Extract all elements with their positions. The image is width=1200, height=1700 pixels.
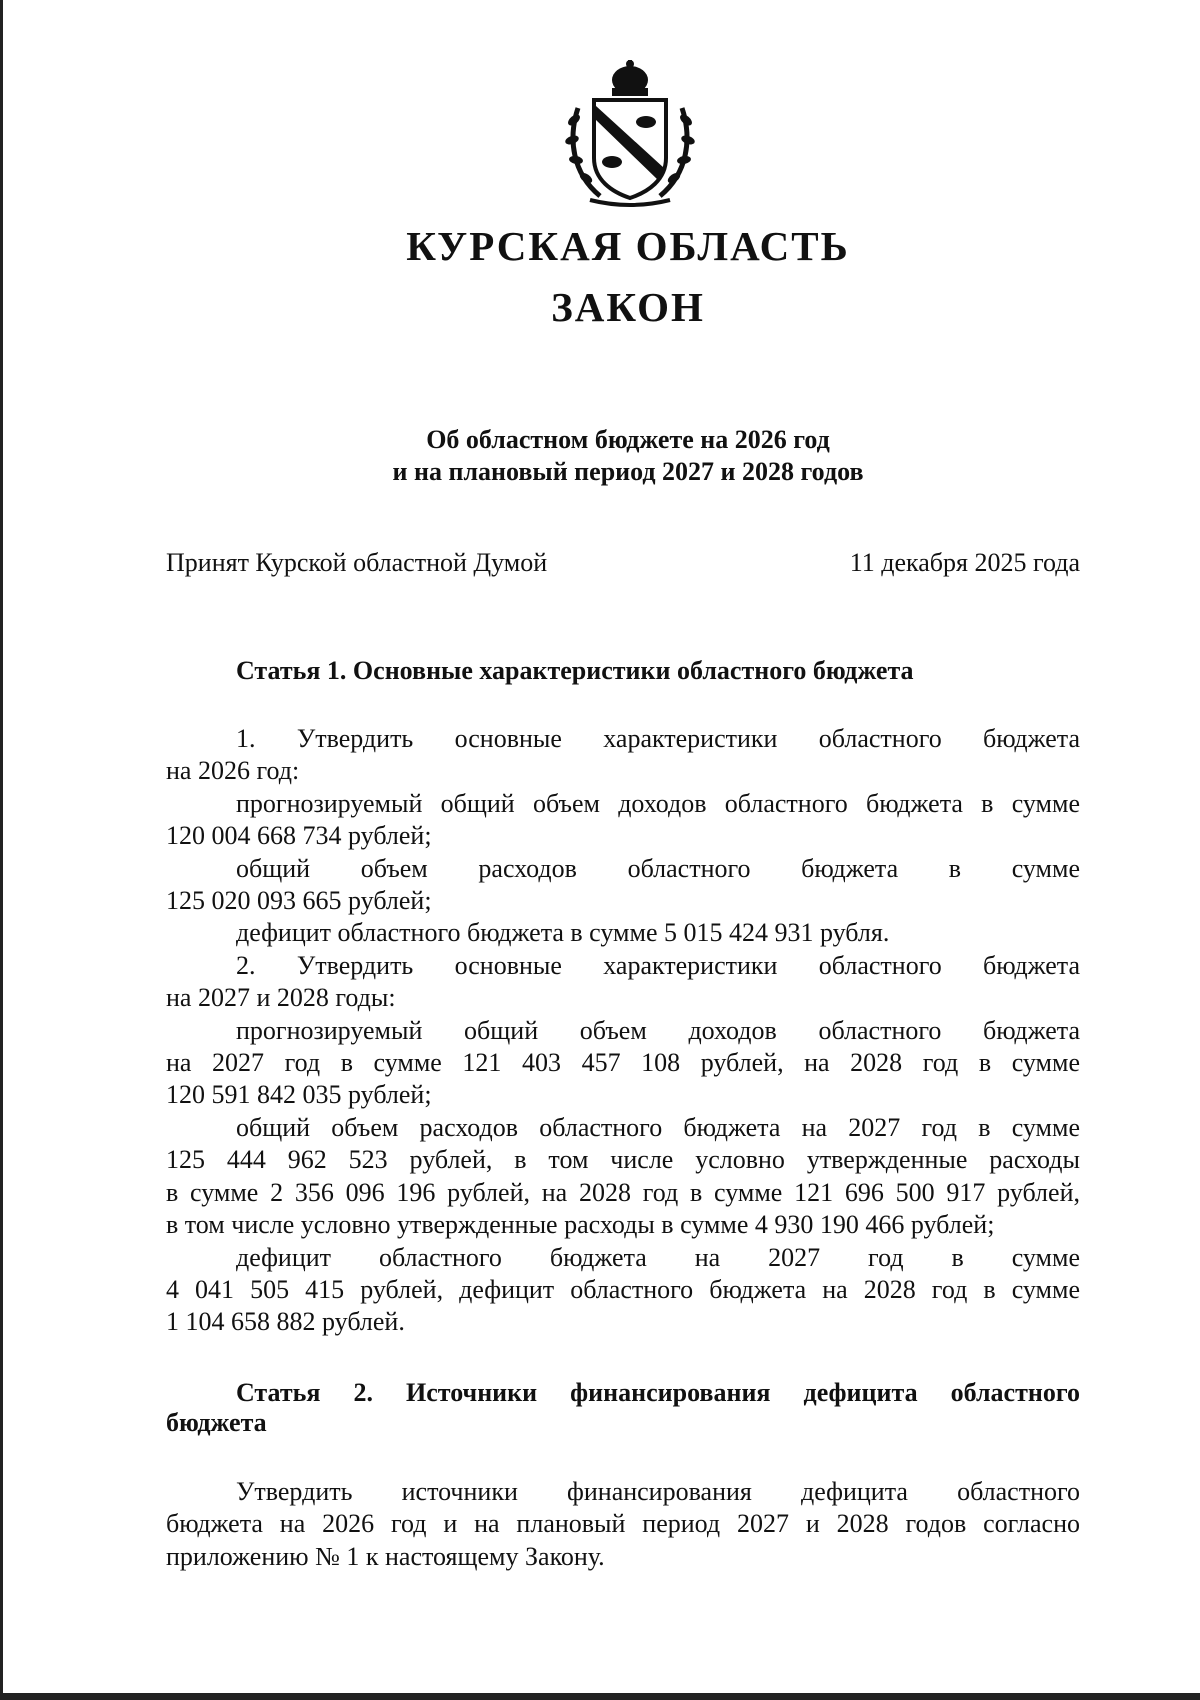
- article1-line: дефицит областного бюджета на 2027 год в сумме: [236, 1242, 1080, 1272]
- article-1-heading: Статья 1. Основные характеристики областного бюджета: [236, 656, 914, 685]
- article1-line: 120 591 842 035 рублей;: [166, 1080, 432, 1110]
- article1-line: на 2027 и 2028 годы:: [166, 983, 396, 1013]
- article2-line: приложению № 1 к настоящему Закону.: [166, 1541, 605, 1571]
- article-2-heading-line-1: Статья 2. Источники финансирования дефицита областного: [236, 1378, 1080, 1407]
- coat-of-arms-icon: [560, 58, 700, 208]
- article-2-body: [166, 1476, 1080, 1573]
- article-1-body: [166, 723, 1080, 1339]
- article1-line: дефицит областного бюджета в сумме 5 015 424 931 рубля.: [236, 918, 890, 948]
- article1-line: 1 104 658 882 рублей.: [166, 1307, 405, 1337]
- adoption-date: 11 декабря 2025 года: [849, 548, 1080, 577]
- adoption-line: [166, 548, 1080, 578]
- subtitle-line-2: и на плановый период 2027 и 2028 годов: [392, 457, 864, 486]
- article2-line: Утвердить источники финансирования дефицита областного: [236, 1477, 1080, 1506]
- article-2-heading-line-2: бюджета: [166, 1408, 267, 1437]
- article1-line: общий объем расходов областного бюджета в сумме: [236, 853, 1080, 883]
- article2-line: бюджета на 2026 год и на плановый период 2027 и 2028 годов согласно: [166, 1509, 1080, 1539]
- article1-line: на 2027 год в сумме 121 403 457 108 рублей, на 2028 год в сумме: [166, 1048, 1080, 1078]
- article1-line: прогнозируемый общий объем доходов областного бюджета: [236, 1015, 1080, 1045]
- adopted-by: Принят Курской областной Думой: [166, 548, 548, 577]
- law-subtitle: [0, 424, 1200, 488]
- article1-line: в том числе условно утвержденные расходы в сумме 4 930 190 466 рублей;: [166, 1210, 995, 1240]
- article1-line: 125 020 093 665 рублей;: [166, 886, 432, 916]
- subtitle-line-1: Об областном бюджете на 2026 год: [426, 425, 830, 454]
- article-2-heading: [166, 1378, 1080, 1438]
- region-title: КУРСКАЯ ОБЛАСТЬ: [406, 223, 850, 269]
- article1-line: 2. Утвердить основные характеристики областного бюджета: [236, 950, 1080, 980]
- article1-line: 120 004 668 734 рублей;: [166, 821, 432, 851]
- article1-line: 4 041 505 415 рублей, дефицит областного бюджета на 2028 год в сумме: [166, 1274, 1080, 1304]
- article1-line: 1. Утвердить основные характеристики областного бюджета: [236, 724, 1080, 753]
- article1-line: прогнозируемый общий объем доходов областного бюджета в сумме: [236, 788, 1080, 818]
- article1-line: в сумме 2 356 096 196 рублей, на 2028 год в сумме 121 696 500 917 рублей,: [166, 1177, 1080, 1207]
- scan-edge-bottom: [0, 1693, 1200, 1700]
- article1-line: на 2026 год:: [166, 756, 300, 786]
- article1-line: общий объем расходов областного бюджета на 2027 год в сумме: [236, 1112, 1080, 1142]
- document-type-title: ЗАКОН: [551, 284, 705, 330]
- article1-line: 125 444 962 523 рублей, в том числе условно утвержденные расходы: [166, 1145, 1080, 1175]
